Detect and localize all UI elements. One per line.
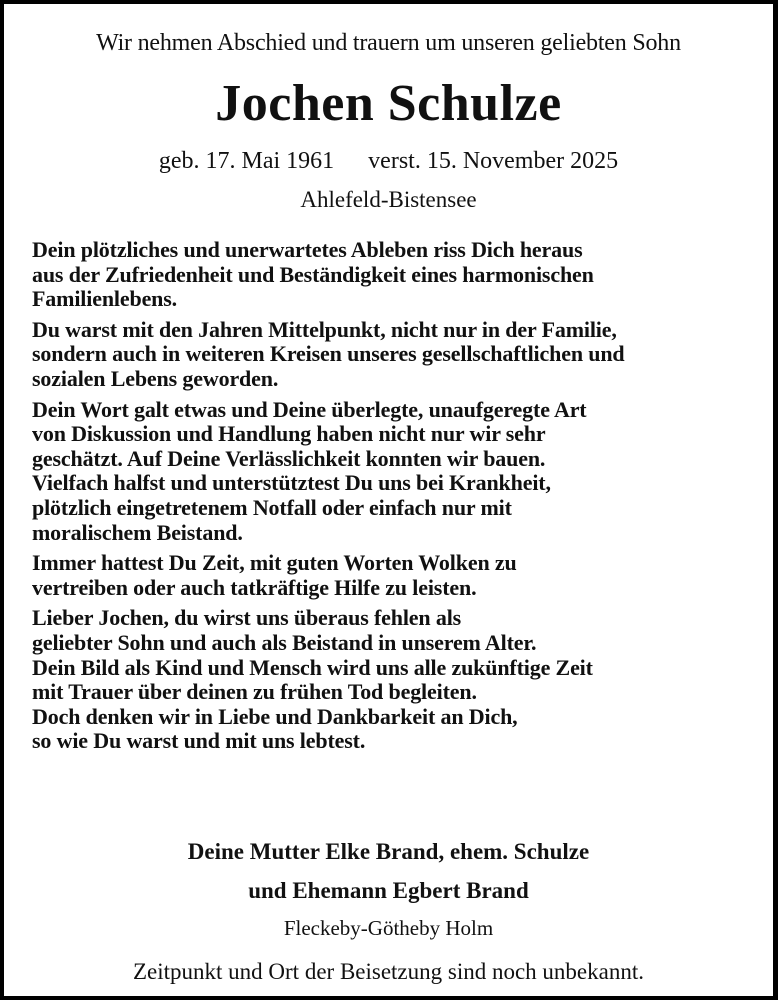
text-line: Familienlebens. [32,286,178,312]
death-date: verst. 15. November 2025 [368,148,619,174]
text-line: geliebter Sohn und auch als Beistand in unserem Alter. [32,629,537,655]
text-line: Doch denken wir in Liebe und Dankbarkeit an Dich, [32,703,518,729]
intro-line: Wir nehmen Abschied und trauern um unseren geliebten Sohn [96,30,681,56]
paragraph-2 [32,318,743,392]
signer-mother: Deine Mutter Elke Brand, ehem. Schulze [187,839,590,864]
text-line: Dein plötzliches und unerwartetes Ableben riss Dich heraus [32,237,583,262]
burial-note: Zeitpunkt und Ort der Beisetzung sind noch unbekannt. [132,959,644,984]
deceased-name: Jochen Schulze [215,75,562,132]
signer-husband: und Ehemann Egbert Brand [248,878,529,903]
text-line: geschätzt. Auf Deine Verlässlichkeit konnten wir bauen. [32,445,546,471]
signers [4,832,773,910]
paragraph-4 [32,551,743,600]
residence: Ahlefeld-Bistensee [300,187,477,212]
text-line: Immer hattest Du Zeit, mit guten Worten Wolken zu [32,550,517,576]
text-line: vertreiben oder auch tatkräftige Hilfe zu leisten. [32,574,477,600]
birth-date: geb. 17. Mai 1961 [158,148,335,174]
paragraph-3 [32,398,743,546]
text-line: Dein Bild als Kind und Mensch wird uns alle zukünftige Zeit [32,654,593,680]
paragraph-5 [32,606,743,754]
text-line: sondern auch in weiteren Kreisen unseres gesellschaftlichen und [32,341,625,367]
text-line: moralischem Beistand. [32,519,243,545]
text-line: Dein Wort galt etwas und Deine überlegte, unaufgeregte Art [32,396,587,422]
text-line: sozialen Lebens geworden. [32,365,279,391]
text-line: Vielfach halfst und unterstütztest Du uns bei Krankheit, [32,470,551,496]
text-line: plötzlich eingetretenem Notfall oder einfach nur mit [32,494,512,520]
text-line: so wie Du warst und mit uns lebtest. [32,728,366,754]
life-dates [4,148,773,175]
paragraph-1 [32,238,743,312]
text-line: Du warst mit den Jahren Mittelpunkt, nicht nur in der Familie, [32,316,617,342]
eulogy-text [32,238,743,760]
text-line: aus der Zufriedenheit und Beständigkeit eines harmonischen [32,261,594,287]
text-line: von Diskussion und Handlung haben nicht nur wir sehr [32,421,546,447]
signers-place: Fleckeby-Götheby Holm [283,916,494,940]
text-line: Lieber Jochen, du wirst uns überaus fehlen als [32,605,462,631]
text-line: mit Trauer über deinen zu frühen Tod begleiten. [32,679,477,705]
